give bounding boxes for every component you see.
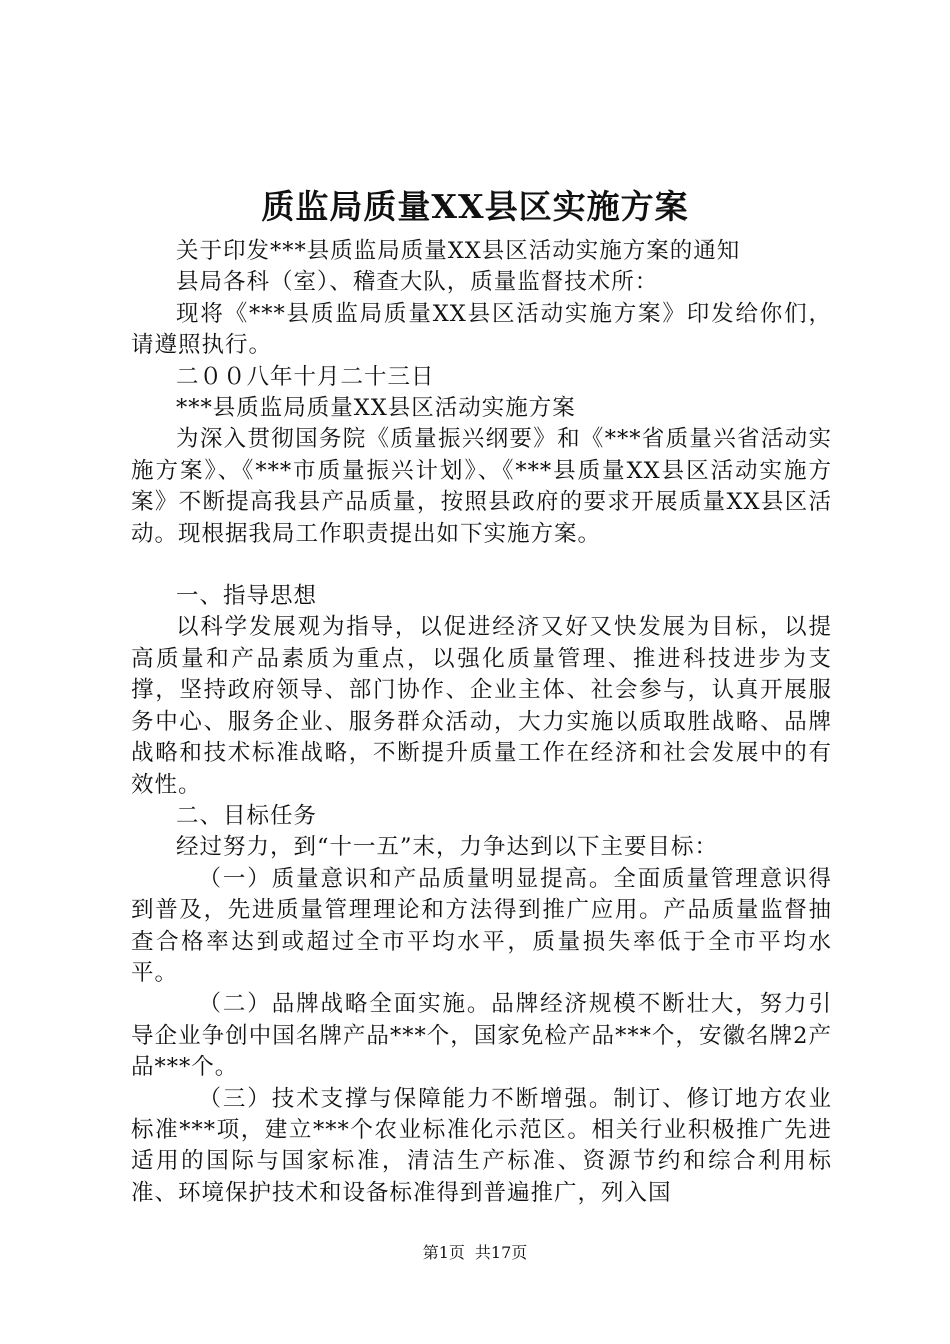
section-heading-guiding-ideology: 一、指导思想 [176, 583, 318, 610]
page-number: 第1页 [422, 1243, 465, 1262]
guiding-ideology-paragraph: 以科学发展观为指导，以促进经济又好又快发展为目标，以提高质量和产品素质为重点，以强化质量管理、推进科技进步为支撑，坚持政府领导、部门协作、企业主体、社会参与，认真开展服务中心、服务企业、服务群众活动，大力实施以质取胜战略、品牌战略和技术标准战略，不断提升质量工作在经济和社会发展中的有效性。 [131, 614, 832, 798]
document-title: 质监局质量XX县区实施方案 [261, 187, 689, 226]
document-body [131, 236, 832, 1209]
notice-date: 二００八年十月二十三日 [176, 363, 435, 390]
notice-body: 现将《***县质监局质量XX县区活动实施方案》印发给你们，请遵照执行。 [131, 300, 832, 359]
plan-intro: 为深入贯彻国务院《质量振兴纲要》和《***省质量兴省活动实施方案》、《***市质量振兴计划》、《***县质量XX县区活动实施方案》不断提高我县产品质量，按照县政府的要求开展质量XX县区活动。现根据我局工作职责提出如下实施方案。 [131, 426, 832, 547]
goals-intro: 经过努力，到“十一五”末，力争达到以下主要目标： [176, 834, 719, 861]
notice-heading: 关于印发***县质监局质量XX县区活动实施方案的通知 [176, 238, 741, 264]
section-heading-goals: 二、目标任务 [176, 802, 318, 829]
goal-item-3: （三）技术支撑与保障能力不断增强。制订、修订地方农业标准***项，建立***个农业标准化示范区。相关行业积极推广先进适用的国际与国家标准，清洁生产标准、资源节约和综合利用标准、环境保护技术和设备标准得到普遍推广，列入国 [131, 1085, 832, 1206]
plan-heading: ***县质监局质量XX县区活动实施方案 [176, 395, 576, 422]
page-total: 共17页 [474, 1243, 528, 1262]
goal-item-2: （二）品牌战略全面实施。品牌经济规模不断壮大，努力引导企业争创中国名牌产品***个，国家免检产品***个，安徽名牌2产品***个。 [131, 991, 832, 1081]
page-footer [0, 1242, 950, 1264]
recipients-line: 县局各科（室）、稽查大队，质量监督技术所： [176, 269, 659, 296]
goal-item-1: （一）质量意识和产品质量明显提高。全面质量管理意识得到普及，先进质量管理理论和方法得到推广应用。产品质量监督抽查合格率达到或超过全市平均水平，质量损失率低于全市平均水平。 [131, 865, 832, 986]
